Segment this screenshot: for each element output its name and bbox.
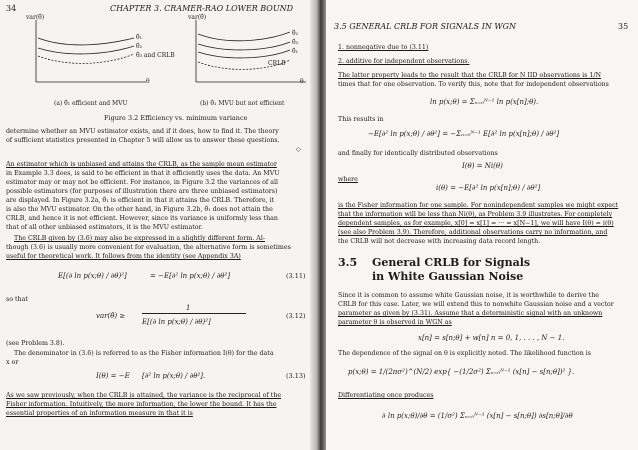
- eq-3-13-number: (3.13): [286, 372, 306, 380]
- running-head: CHAPTER 3. CRAMER-RAO LOWER BOUND: [110, 4, 293, 13]
- see-problem-text: (see Problem 3.8).: [6, 340, 65, 347]
- section-title-line-2: in White Gaussian Noise: [372, 270, 524, 283]
- panel-a-curve-3: [38, 54, 134, 63]
- eq-3-11-number: (3.11): [286, 272, 306, 280]
- eq-log-likelihood-sum: ln p(x;θ) = Σₙ₌₀ᴺ⁻¹ ln p(x[n];θ).: [430, 98, 539, 106]
- panel-a-ylabel: var(θ̂): [26, 14, 45, 21]
- where-text: where: [338, 176, 358, 183]
- r-para3-line-2: CRLB for this case. Later, we will extend this to nonwhite Gaussian noise and a vector: [338, 301, 614, 308]
- r-para4: The dependence of the signal on θ is explicitly noted. The likelihood function is: [338, 350, 592, 357]
- para2-line-8: that of all other unbiased estimators, it is the MVU estimator.: [6, 224, 203, 231]
- panel-a-plot: [30, 16, 150, 96]
- para1-line-2: of sufficient statistics presented in Chapter 5 will allow us to answer these questions.: [6, 137, 280, 144]
- para2-line-4: possible estimators (for purposes of illustration there are three unbiased estimators): [6, 188, 278, 195]
- panel-b-sublabel: (b) θ̂₁ MVU but not efficient: [200, 100, 285, 107]
- r-para3-line-4: parameter θ is observed in WGN as: [338, 319, 452, 326]
- panel-b-curve-label-2: θ̂₃: [292, 39, 299, 46]
- para5-line-3: essential properties of an information measure in that it is: [6, 410, 193, 417]
- eq-3-13-lhs: I(θ) = −E: [96, 372, 130, 380]
- eq-3-12-fraction-bar: [142, 313, 246, 314]
- figure-caption: Figure 3.2 Efficiency vs. minimum variance: [104, 114, 248, 122]
- list-item-2: 2. additive for independent observations.: [338, 58, 470, 65]
- r-para1-line-1: The latter property leads to the result that the CRLB for N IID observations is 1/N: [338, 72, 602, 79]
- para2-line-2: in Example 3.3 does, is said to be efficient in that it efficiently uses the data. An MVU: [6, 170, 280, 177]
- para4-line-1: The denominator in (3.6) is referred to as the Fisher information I(θ) for the data: [14, 350, 274, 357]
- panel-b-ylabel: var(θ̂): [188, 14, 207, 21]
- para2-line-1: An estimator which is unbiased and attains the CRLB, as the sample mean estimator: [6, 161, 277, 168]
- section-title-line-1: General CRLB for Signals: [372, 256, 531, 269]
- panel-a-curve-1: [38, 38, 134, 45]
- running-head: 3.5 GENERAL CRLB FOR SIGNALS IN WGN: [334, 22, 517, 31]
- eq-3-12-lhs: var(θ̂) ≥: [96, 312, 126, 320]
- para2-line-6: is also the MVU estimator. On the other hand, in Figure 3.2b, θ̂₁ does not attain the: [6, 206, 273, 213]
- section-number: 3.5: [338, 256, 358, 269]
- para3-line-3: useful for theoretical work. It follows from the identity (see Appendix 3A): [6, 253, 241, 260]
- panel-a-sublabel: (a) θ̂₁ efficient and MVU: [54, 100, 128, 107]
- end-of-example-mark: ◇: [296, 146, 301, 153]
- panel-b-curve-label-1: θ̂₂: [292, 30, 299, 37]
- r-para2-line-4: (see also Problem 3.9). Therefore, additional observations carry no information, and: [338, 229, 608, 236]
- panel-a-curve-label-3: θ̂₃ and CRLB: [136, 52, 175, 59]
- para5-line-1: As we saw previously, when the CRLB is attained, the variance is the reciprocal of the: [6, 392, 282, 399]
- panel-a-curve-2: [38, 46, 134, 54]
- results-in-text: This results in: [338, 116, 384, 123]
- eq-score-function: ∂ ln p(x;θ)/∂θ = (1/σ²) Σₙ₌₀ᴺ⁻¹ (x[n] − s[n;θ]) ∂s[n;θ]/∂θ: [382, 412, 573, 420]
- eq-3-11-lhs: E[(∂ ln p(x;θ) / ∂θ)²]: [58, 272, 127, 280]
- eq-3-12-numerator: 1: [186, 304, 191, 312]
- eq-3-12-number: (3.12): [286, 312, 306, 320]
- panel-b-crlb-label: CRLB: [268, 60, 286, 67]
- panel-b-curve-3: [198, 50, 290, 58]
- r-para1-line-2: times that for one observation. To verify this, note that for independent observations: [338, 81, 609, 88]
- figure-panel-b: [190, 16, 310, 96]
- panel-a-curve-label-2: θ̂₂: [136, 43, 143, 50]
- panel-b-plot: [190, 16, 310, 96]
- panel-a-curve-label-1: θ̂₁: [136, 34, 143, 41]
- panel-b-curve-label-3: θ̂₁: [292, 48, 299, 55]
- para1-line-1: determine whether an MVU estimator exists, and if it does, how to find it. The theory: [6, 128, 279, 135]
- eq-fisher-n: I(θ) = Ni(θ): [462, 162, 503, 170]
- para2-line-7: CRLB, and hence it is not efficient. However, since its variance is uniformly less than: [6, 215, 278, 222]
- r-para2-line-3: dependent samples, as for example, x[0] = x[1] = ··· = x[N−1], we will have I(θ) = i(θ): [338, 220, 614, 227]
- r-para3-line-3: parameter as given by (3.31). Assume that a deterministic signal with an unknown: [338, 310, 603, 317]
- eq-signal-model: x[n] = s[n;θ] + w[n] n = 0, 1, . . . , N − 1.: [418, 334, 565, 342]
- para4-line-2: x or: [6, 359, 19, 366]
- para2-line-3: estimator may or may not be efficient. For instance, in Figure 3.2 the variances of all: [6, 179, 279, 186]
- para3-line-2: though (3.6) is usually more convenient for evaluation, the alternative form is sometimes: [6, 244, 291, 251]
- eq-likelihood-function: p(x;θ) = 1/(2πσ²)^(N/2) exp{ −(1/2σ²) Σₙ₌₀ᴺ⁻¹ (x[n] − s[n;θ])² }.: [348, 368, 575, 376]
- panel-b-xlabel: θ: [300, 78, 304, 85]
- para3-line-1: The CRLB given by (3.6) may also be expressed in a slightly different form. Al-: [14, 235, 265, 242]
- so-that-text: so that: [6, 296, 28, 303]
- differentiating-text: Differentiating once produces: [338, 392, 434, 399]
- r-para2-line-1: is the Fisher information for one sample. For nonindependent samples we might expect: [338, 202, 619, 209]
- page-number: 34: [6, 4, 17, 13]
- para5-line-2: Fisher information. Intuitively, the more information, the lower the bound. It has the: [6, 401, 277, 408]
- list-item-1: 1. nonnegative due to (3.11): [338, 44, 429, 51]
- eq-3-12-denominator: E[(∂ ln p(x;θ) / ∂θ)²]: [142, 318, 211, 326]
- figure-panel-a: [30, 16, 150, 96]
- eq-3-11-rhs: = −E[∂² ln p(x;θ) / ∂θ²]: [150, 272, 231, 280]
- eq-expectation-sum: −E[∂² ln p(x;θ) / ∂θ²] = −Σₙ₌₀ᴺ⁻¹ E[∂² ln p(x[n];θ) / ∂θ²]: [368, 130, 560, 138]
- panel-b-curve-1: [198, 32, 290, 41]
- para2-line-5: are displayed. In Figure 3.2a, θ̂₁ is efficient in that it attains the CRLB. Therefore, it: [6, 197, 275, 204]
- page-number: 35: [618, 22, 629, 31]
- panel-a-xlabel: θ: [146, 78, 150, 85]
- finally-text: and finally for identically distributed observations: [338, 150, 498, 157]
- eq-fisher-one-sample: i(θ) = −E[∂² ln p(x[n];θ) / ∂θ²]: [436, 184, 541, 192]
- panel-b-curve-2: [198, 42, 290, 50]
- r-para2-line-2: that the information will be less than Ni(θ), as Problem 3.9 illustrates. For completely: [338, 211, 613, 218]
- right-page: [326, 0, 638, 450]
- r-para3-line-1: Since it is common to assume white Gaussian noise, it is worthwhile to derive the: [338, 292, 599, 299]
- r-para2-line-5: the CRLB will not decrease with increasing data record length.: [338, 238, 541, 245]
- eq-3-13-rhs: [∂² ln p(x;θ) / ∂θ²].: [142, 372, 206, 380]
- left-page: [0, 0, 318, 450]
